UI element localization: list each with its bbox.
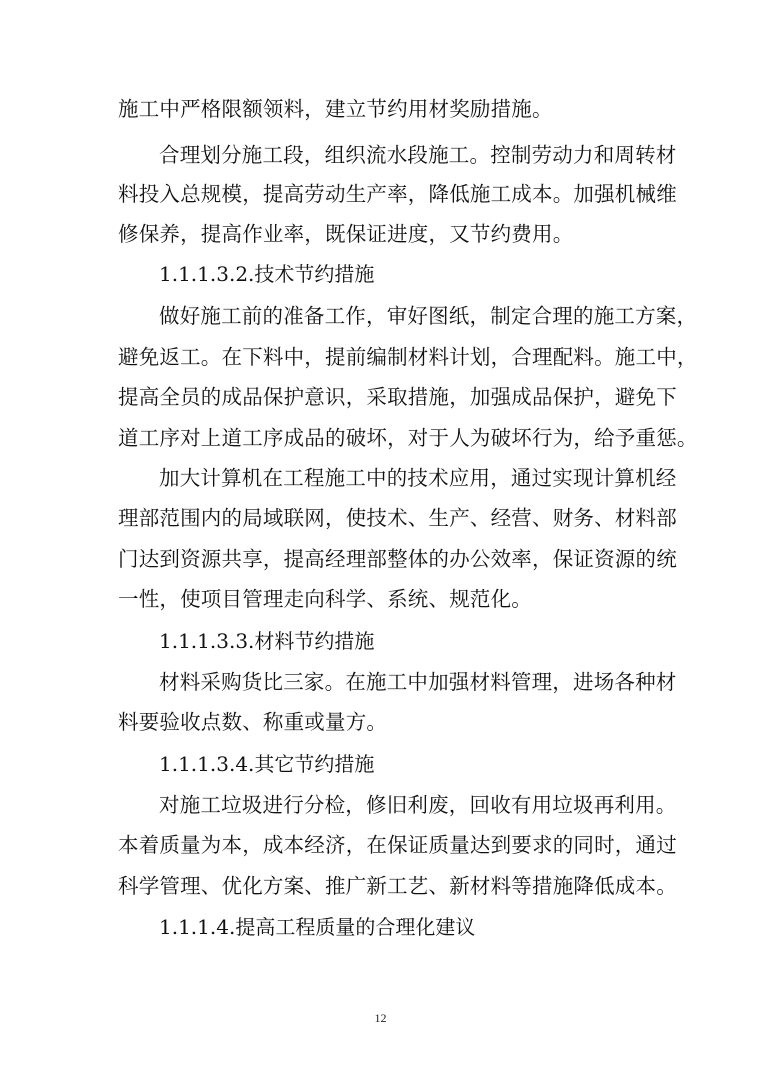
paragraph-line: 道工序对上道工序成品的破坏，对于人为破坏行为，给予重惩。 [118,426,698,450]
paragraph-line: 对施工垃圾进行分检，修旧利废，回收有用垃圾再利用。 [159,793,677,817]
paragraph-line: 施工中严格限额领料，建立节约用材奖励措施。 [118,97,553,121]
paragraph-line: 一性，使项目管理走向科学、系统、规范化。 [118,587,532,611]
paragraph-line: 料投入总规模，提高劳动生产率，降低施工成本。加强机械维 [118,182,677,206]
paragraph-line: 提高全员的成品保护意识，采取措施，加强成品保护，避免下 [118,385,677,409]
paragraph-line: 门达到资源共享，提高经理部整体的办公效率，保证资源的统 [118,547,677,571]
paragraph-line: 本着质量为本，成本经济，在保证质量达到要求的同时，通过 [118,833,677,857]
page-number: 12 [374,1011,387,1025]
paragraph-line: 料要验收点数、称重或量方。 [118,710,388,734]
paragraph-line: 合理划分施工段，组织流水段施工。控制劳动力和周转材 [159,143,677,167]
section-heading: 1.1.1.3.3.材料节约措施 [159,629,375,653]
paragraph-line: 修保养，提高作业率，既保证进度，又节约费用。 [118,222,574,246]
paragraph-line: 避免返工。在下料中，提前编制材料计划，合理配料。施工中， [118,345,698,369]
paragraph-line: 做好施工前的准备工作，审好图纸，制定合理的施工方案， [159,304,698,328]
section-heading: 1.1.1.4.提高工程质量的合理化建议 [159,915,476,939]
paragraph-line: 材料采购货比三家。在施工中加强材料管理，进场各种材 [159,670,677,694]
paragraph-line: 加大计算机在工程施工中的技术应用，通过实现计算机经 [159,466,677,490]
paragraph-line: 理部范围内的局域联网，使技术、生产、经营、财务、材料部 [118,506,677,530]
section-heading: 1.1.1.3.4.其它节约措施 [159,752,375,776]
section-heading: 1.1.1.3.2.技术节约措施 [159,262,375,286]
paragraph-line: 科学管理、优化方案、推广新工艺、新材料等措施降低成本。 [118,874,677,898]
